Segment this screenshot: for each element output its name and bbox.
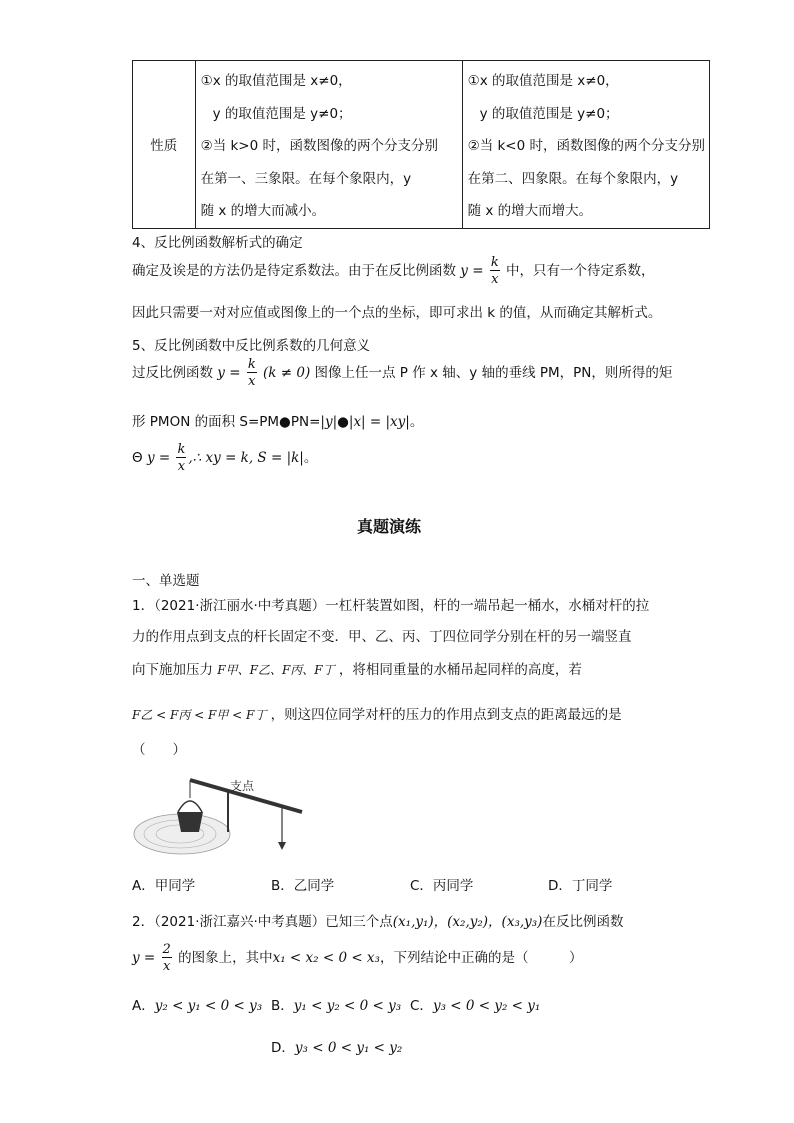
sec4-heading: 4、反比例函数解析式的确定 bbox=[132, 235, 303, 251]
denominator: x bbox=[491, 272, 499, 287]
text: ，则这四位同学对杆的压力的作用点到支点的距离最远的是 bbox=[270, 707, 622, 723]
text: 在反比例函数 bbox=[542, 914, 624, 930]
cell-k-negative bbox=[462, 61, 709, 229]
formula-y-eq: y = bbox=[132, 950, 156, 966]
q1-line1: 1．（2021·浙江丽水·中考真题）一杠杆装置如图，杆的一端吊起一桶水，水桶对杆的拉 bbox=[132, 598, 650, 614]
q2-option-b[interactable] bbox=[271, 994, 401, 1014]
text: 。 bbox=[409, 414, 424, 430]
q1-blank: （ ） bbox=[132, 742, 186, 758]
sec5-heading: 5、反比例函数中反比例系数的几何意义 bbox=[132, 338, 371, 354]
conclusion-formula: ,∴ xy = k, S = |k| bbox=[188, 450, 304, 466]
q2-option-c[interactable] bbox=[410, 994, 540, 1014]
forces: F甲、F乙、F丙、F丁 bbox=[217, 663, 335, 677]
sec4-para-line1 bbox=[132, 256, 655, 286]
formula-y-eq: y = bbox=[460, 263, 484, 279]
cell-line: y 的取值范围是 y≠0； bbox=[212, 105, 352, 122]
text: 过反比例函数 bbox=[132, 365, 213, 381]
bucket-handle bbox=[178, 801, 202, 812]
text: 的图象上，其中 bbox=[178, 950, 273, 966]
numerator: 2 bbox=[162, 942, 171, 957]
option-letter: A． bbox=[132, 998, 155, 1014]
cell-k-positive bbox=[195, 61, 462, 229]
text: 形 PMON 的面积 S=PM●PN= bbox=[132, 414, 321, 430]
text: ，将相同重量的水桶吊起同样的高度，若 bbox=[338, 662, 582, 678]
q2-line1 bbox=[132, 910, 623, 930]
table-label: 性质 bbox=[133, 61, 196, 229]
cell-line: ②当 k<0 时，函数图像的两个分支分别 bbox=[467, 138, 705, 154]
q1-line2: 力的作用点到支点的杆长固定不变．甲、乙、丙、丁四位同学分别在杆的另一端竖直 bbox=[132, 629, 632, 645]
q2-option-a[interactable] bbox=[132, 994, 262, 1014]
cell-line: 在第一、三象限。在每个象限内，y bbox=[200, 170, 412, 187]
condition: (k ≠ 0) bbox=[263, 365, 311, 381]
option-expr: y₁ < y₂ < 0 < y₃ bbox=[293, 998, 402, 1014]
because-symbol: Θ bbox=[132, 450, 143, 466]
option-letter: D． bbox=[271, 1040, 295, 1056]
cell-line: y 的取值范围是 y≠0； bbox=[479, 105, 619, 122]
option-letter: C． bbox=[410, 998, 433, 1014]
cell-line: 随 x 的增大而减小。 bbox=[200, 203, 326, 219]
numerator: k bbox=[490, 255, 499, 270]
text: 图像上任一点 P 作 x 轴、y 轴的垂线 PM，PN，则所得的矩 bbox=[314, 365, 673, 381]
lever-figure bbox=[132, 772, 312, 864]
area-formula: |y|●|x| = |xy| bbox=[320, 414, 410, 430]
sec5-para-line3 bbox=[132, 443, 317, 473]
formula-y-eq: y = bbox=[146, 450, 171, 466]
option-expr: y₃ < 0 < y₁ < y₂ bbox=[294, 1040, 403, 1056]
q1-option-b[interactable]: B．乙同学 bbox=[271, 878, 335, 894]
numerator: k bbox=[247, 357, 256, 372]
denominator: x bbox=[177, 459, 186, 474]
text: 中，只有一个待定系数， bbox=[506, 263, 655, 279]
sec5-para-line1 bbox=[132, 358, 672, 388]
option-letter: B． bbox=[271, 998, 294, 1014]
cell-line: ②当 k>0 时，函数图像的两个分支分别 bbox=[200, 138, 438, 154]
q2-option-d[interactable] bbox=[271, 1036, 402, 1056]
points: (x₁,y₁)，(x₂,y₂)，(x₃,y₃) bbox=[392, 914, 543, 930]
fraction-2-over-x bbox=[162, 943, 172, 973]
text: 。 bbox=[303, 450, 318, 466]
formula-y-eq: y = bbox=[217, 365, 241, 381]
fraction-k-over-x bbox=[490, 256, 500, 286]
cell-line: ①x 的取值范围是 x≠0， bbox=[200, 73, 352, 89]
cell-line: 随 x 的增大而增大。 bbox=[467, 203, 593, 219]
cell-line: ①x 的取值范围是 x≠0， bbox=[467, 73, 619, 89]
cell-line: 在第二、四象限。在每个象限内，y bbox=[467, 170, 679, 187]
denominator: x bbox=[163, 959, 171, 974]
text: 确定及诶是的方法仍是待定系数法。由于在反比例函数 bbox=[132, 263, 456, 279]
property-table bbox=[132, 60, 710, 229]
section-title: 真题演练 bbox=[357, 517, 422, 536]
sec4-para-line2: 因此只需要一对对应值或图像上的一个点的坐标，即可求出 k 的值，从而确定其解析式。 bbox=[132, 305, 662, 321]
option-expr: y₂ < y₁ < 0 < y₃ bbox=[154, 998, 263, 1014]
part-label: 一、单选题 bbox=[132, 573, 200, 589]
text: ，下列结论中正确的是（ ） bbox=[379, 950, 583, 966]
option-expr: y₃ < 0 < y₂ < y₁ bbox=[432, 998, 541, 1014]
condition: x₁ < x₂ < 0 < x₃ bbox=[272, 950, 380, 966]
arrow-head bbox=[278, 842, 286, 850]
bucket bbox=[177, 812, 203, 832]
text: 向下施加压力 bbox=[132, 662, 213, 678]
force-inequality: F乙 < F丙 < F甲 < F丁 bbox=[132, 708, 267, 722]
q1-option-a[interactable]: A．甲同学 bbox=[132, 878, 196, 894]
q1-line4 bbox=[132, 703, 622, 723]
denominator: x bbox=[248, 374, 256, 389]
sec5-para-line2 bbox=[132, 410, 423, 430]
fraction-k-over-x bbox=[247, 358, 257, 388]
numerator: k bbox=[177, 442, 186, 457]
fraction-k-over-x bbox=[176, 443, 186, 473]
fulcrum-label: 支点 bbox=[230, 779, 255, 793]
text: 2．（2021·浙江嘉兴·中考真题）已知三个点 bbox=[132, 914, 393, 930]
q1-line3 bbox=[132, 658, 582, 678]
q1-option-d[interactable]: D．丁同学 bbox=[548, 878, 613, 894]
q2-line2 bbox=[132, 943, 582, 973]
q1-option-c[interactable]: C．丙同学 bbox=[410, 878, 474, 894]
